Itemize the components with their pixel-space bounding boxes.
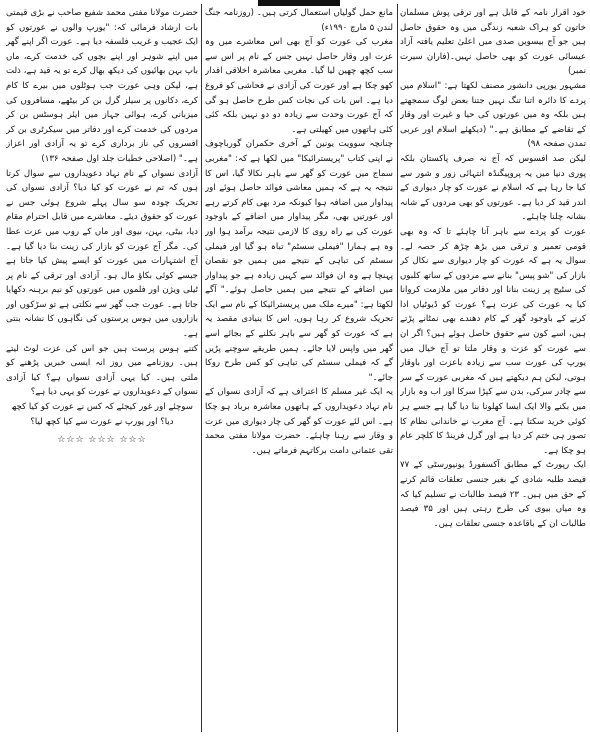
paragraph: چنانچہ سوویت یونین کے آخری حکمران گورباچوف نے اپنی کتاب "پریسترائیکا" میں لکھا ہے کہ: "مغربی سماج میں عورت کو گھر سے باہر نکالا گیا، اس کا نتیجہ یہ ہے کہ ہمیں معاشی فوائد حاصل ہوئے اور پیداوار میں اضافہ ہوا کیونکہ مرد بھی کام کرتے رہے اور عورتیں بھی، مگر پیداوار میں اضافے کے باوجود عورت کی بے راہ روی کا لازمی نتیجہ برآمد ہوا اور وہ ہے ہمارا "فیملی سسٹم" تباہ ہو گیا اور فیملی سسٹم کی تباہی کے نتیجے میں ہمیں جو نقصان پہنچا ہے وہ ان فوائد سے کہیں زیادہ ہے جو پیداوار میں اضافے کے نتیجے میں ہمیں حاصل ہوئے۔" آگے لکھتا ہے: "میرے ملک میں پریسترائیکا کے نام سے ایک تحریک شروع کر رہا ہوں، اس کا بنیادی مقصد یہ ہے کہ عورت کو گھر سے باہر نکلنے کے بجائے اسے گھر میں واپس لایا جائے۔ ہمیں طریقے سوچنے پڑیں گے کہ فیملی سسٹم کی تباہی کو کس طرح روکا جائے۔" bbox=[205, 139, 393, 383]
paragraph: مغرب کی عورت کو آج بھی اس معاشرے میں وہ عزت اور وقار حاصل نہیں جس کے نام پر اس سے سب کچھ چھین لیا گیا۔ مغربی معاشرہ اخلاقی اقدار کھو چکا ہے اور عورت کی آزادی نے فحاشی کو فروغ دیا ہے۔ اس بات کی نجات کس طرح حاصل ہو گی کہ آج عورت وحدت سے زیادہ دو دو نہیں بلکہ کئی کئی ہاتھوں میں کھیلتی ہے۔ bbox=[205, 37, 393, 135]
paragraph: آزادی نسواں کے نام نہاد دعویداروں سے سوال کرتا ہوں کہ تم نے عورت کو کیا دیا؟ آزادی نسواں کی تحریک چودہ سو سال پہلے شروع ہوئی جس نے عورت کو حقوق دیئے۔ معاشرے میں قابل احترام مقام دیا، بیٹی، بہن، بیوی اور ماں کے روپ میں عزت عطا کی۔ مگر آج عورت کو بازار کی زینت بنا دیا گیا ہے۔ آج اشتہارات میں عورت کو ایسے پیش کیا جاتا ہے جیسے کوئی بکاؤ مال ہو۔ آزادی اور ترقی کے نام پر ٹیلی ویژن اور فلموں میں عورتوں کو نیم برہنہ دکھایا جاتا ہے۔ عورت جب گھر سے نکلتی ہے تو سڑکوں اور بازاروں میں ہوس پرستوں کی نگاہوں کا نشانہ بنتی ہے۔ bbox=[6, 168, 198, 340]
article-column-right bbox=[400, 6, 586, 728]
paragraph: کتنے ہوس پرست ہیں جو اس کی عزت لوٹ لیتے ہیں۔ روزنامے میں روز انہ ایسی خبریں پڑھنے کو ملتی ہیں۔ کیا یہی آزادی نسواں ہے؟ کیا آزادی نسواں کے دعویداروں نے عورت کو یہی دیا ہے؟ bbox=[6, 343, 198, 398]
paragraph: مانع حمل گولیاں استعمال کرتی ہیں۔ (روزنامہ جنگ لندن ۵ مارچ ۱۹۹۰ء) bbox=[205, 8, 393, 33]
closing-line: سوچئے اور غور کیجئے کہ کس نے عورت کو کیا کچھ دیا؟ اور یورپ نے عورت سے کیا کچھ لیا؟ bbox=[11, 402, 193, 427]
paragraph: لیکن صد افسوس کہ آج نہ صرف پاکستان بلکہ پوری دنیا میں یہ پروپیگنڈہ انتہائی زور و شور سے کیا جا رہا ہے کہ اسلام نے عورت کو چار دیواری کے اندر قید کر دیا ہے۔ عورتوں کو بھی مردوں کے شانہ بشانہ چلنا چاہئے۔ bbox=[400, 153, 586, 223]
paragraph: حضرت مولانا مفتی محمد شفیع صاحب نے بڑی قیمتی بات ارشاد فرمائی کہ: "یورپ والوں نے عورتوں کو ایک عجیب و غریب فلسفہ دیا ہے۔ عورت اگر اپنے گھر میں اپنے شوہر اور اپنے بچوں کی خدمت کرے، ماں باپ بہن بھائیوں کی دیکھ بھال کرے تو یہ قید ہے، ذلت ہے، لیکن وہی عورت جب ہوٹلوں میں بیرے کا کام کرے، دکانوں پر سیلز گرل بن کر بیٹھے، مسافروں کی میزبانی کرے، ہوائی جہاز میں ایئر ہوسٹس بن کر مردوں کی خدمت کرے اور دفاتر میں سیکرٹری بن کر افسروں کی ناز برداری کرے تو یہ آزادی اور اعزاز ہے۔" (اصلاحی خطبات جلد اول صفحہ ۱۳۶) bbox=[6, 8, 198, 164]
article-column-middle bbox=[205, 6, 393, 728]
column-divider bbox=[397, 4, 398, 732]
paragraph: ایک رپورٹ کے مطابق آکسفورڈ یونیورسٹی کے ۷۷ فیصد طلبہ شادی کے بغیر جنسی تعلقات قائم کرنے کے حق میں ہیں۔ ۲۳ فیصد طالبات نے تسلیم کیا کہ وہ میاں بیوی کی طرح رہتی ہیں اور ۳۵ فیصد طالبات ان کے باقاعدہ جنسی تعلقات ہیں۔ bbox=[400, 460, 586, 529]
article-column-left bbox=[6, 6, 198, 728]
paragraph: عورت کو پردے سے باہر آنا چاہئے تا کہ وہ بھی قومی تعمیر و ترقی میں بڑھ چڑھ کر حصہ لے۔ سوال یہ ہے کہ عورت کو چار دیواری سے نکال کر بازار کی "شو پیس" بنانے سے مردوں کے ساتھ کلبوں کی سٹیج پر زینت بنانا اور دفاتر میں ملازمت کروانا کیا یہ عورت کی عزت ہے؟ عورت کو ڈیوٹیاں ادا کرنے کے باوجود گھر کے کام دھندے بھی نمٹانے پڑتے ہیں، اسے کون سے حقوق حاصل ہوئے ہیں؟ اگر ان سے عورت کو عزت و وقار ملتا تو آج خیال میں یورپ کی عورت سب سے زیادہ باعزت اور باوقار ہوتی، لیکن ہم دیکھتے ہیں کہ مغربی عورت کے سر سے چادر سرکی، بدن سے کپڑا سرکا اور اب وہ بازار میں بکنے والا ایک ایسا کھلونا بنا دیا گیا ہے جسے ہر کوئی خرید سکتا ہے۔ آج مغرب نے خاندانی نظام کا تصور ہی ختم کر دیا ہے اور گرل فرینڈ کا کلچر عام ہو چکا ہے۔ bbox=[400, 226, 586, 456]
paragraph: خود اقرار نامہ کے قابل ہے اور ترقی پوش مسلمان خاتون کو ہراک شعبہ زندگی میں وہ حقوق حاصل ہیں جو آج بیسویں صدی میں اعلیٰ تعلیم یافتہ آزاد عیسائی عورت کو بھی حاصل نہیں۔(فاران سیرت نمبر) bbox=[400, 8, 586, 77]
paragraph: مشہور یورپی دانشور مصنف لکھتا ہے: "اسلام میں پردے کا دائرہ اتنا تنگ نہیں جتنا بعض لوگ سمجھتے ہیں بلکہ وہ میں عورتوں کی حیا و غیرت اور وقار کے تقاضے کے مطابق ہے۔" (دیکھئے اسلام اور عربی تمدن صفحہ ۹۸) bbox=[400, 80, 586, 150]
paragraph: یہ ایک غیر مسلم کا اعتراف ہے کہ آزادی نسواں کے نام نہاد دعویداروں کے ہاتھوں معاشرہ برباد ہو چکا ہے۔ اس لئے عورت کو گھر کی چار دیواری میں عزت و وقار سے رہنا چاہئے۔ حضرت مولانا مفتی محمد تقی عثمانی دامت برکاتہم فرماتے ہیں۔ bbox=[205, 387, 393, 456]
star-divider: ☆☆☆ ☆☆☆ ☆☆☆ bbox=[57, 435, 147, 446]
column-divider bbox=[201, 4, 202, 732]
